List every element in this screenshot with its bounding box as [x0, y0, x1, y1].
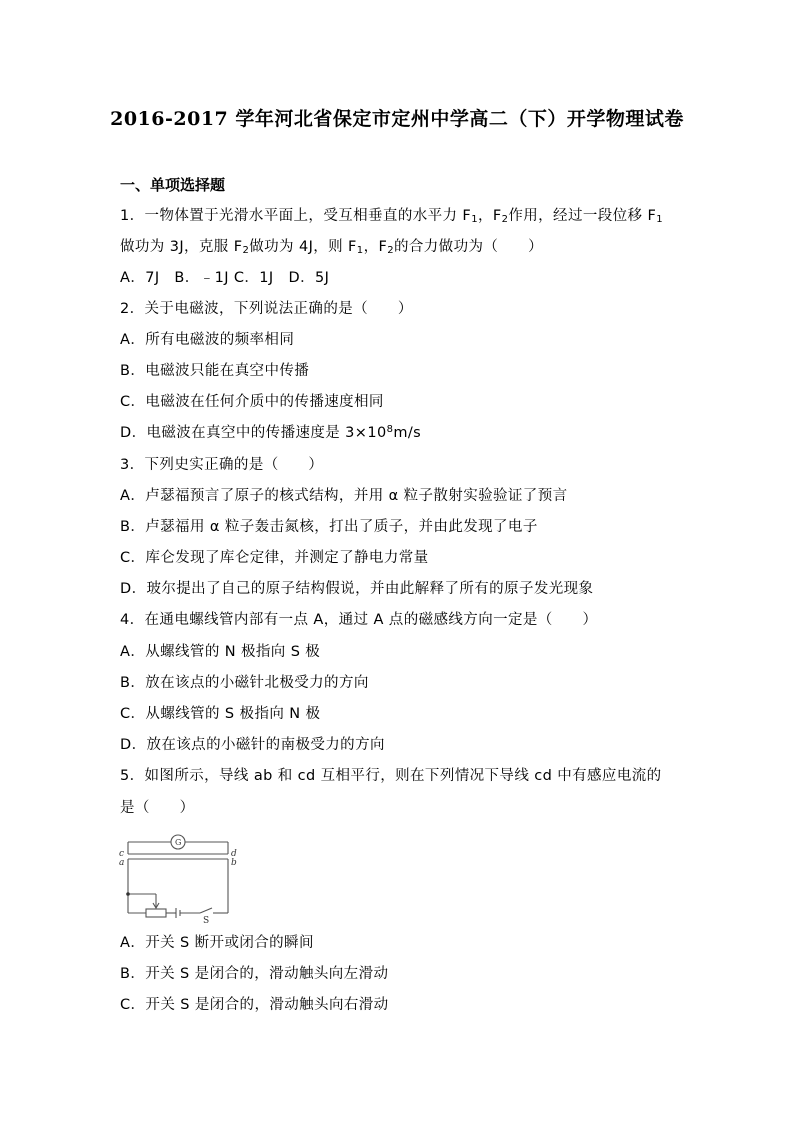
q3-option-d: D．玻尔提出了自己的原子结构假说，并由此解释了所有的原子发光现象 — [120, 581, 594, 597]
page-title: 2016-2017 学年河北省保定市定州中学高二（下）开学物理试卷 — [110, 108, 684, 130]
q4-option-a: A．从螺线管的 N 极指向 S 极 — [120, 644, 321, 660]
label-d: d — [231, 849, 237, 859]
q5-option-b: B．开关 S 是闭合的，滑动触头向左滑动 — [120, 966, 389, 982]
q1-options: A．7J B．﹣1J C．1J D．5J — [120, 270, 330, 286]
q3-option-c: C．库仑发现了库仑定律，并测定了静电力常量 — [120, 550, 429, 566]
q3-stem: 3．下列史实正确的是（ ） — [120, 457, 324, 473]
q4-option-c: C．从螺线管的 S 极指向 N 极 — [120, 706, 321, 722]
q5-option-c: C．开关 S 是闭合的，滑动触头向右滑动 — [120, 997, 389, 1013]
q4-option-d: D．放在该点的小磁针的南极受力的方向 — [120, 737, 385, 753]
q3-option-b: B．卢瑟福用 α 粒子轰击氮核，打出了质子，并由此发现了电子 — [120, 519, 538, 535]
q2-option-b: B．电磁波只能在真空中传播 — [120, 363, 310, 379]
q2-option-c: C．电磁波在任何介质中的传播速度相同 — [120, 394, 384, 410]
q4-option-b: B．放在该点的小磁针北极受力的方向 — [120, 675, 369, 691]
circuit-diagram — [118, 828, 238, 924]
switch-symbol — [200, 908, 212, 913]
label-a: a — [119, 858, 125, 868]
rheostat-symbol — [146, 909, 166, 917]
label-g: G — [175, 838, 182, 847]
q5-option-a: A．开关 S 断开或闭合的瞬间 — [120, 935, 314, 951]
section-heading: 一、单项选择题 — [120, 176, 226, 194]
q2-option-d: D．电磁波在真空中的传播速度是 $3\times 10^8m/s$ — [120, 424, 422, 441]
label-s: S — [203, 916, 210, 924]
label-c: c — [119, 849, 125, 859]
q2-stem: 2．关于电磁波，下列说法正确的是（ ） — [120, 301, 413, 317]
circuit-figure — [118, 828, 238, 924]
q2-option-a: A．所有电磁波的频率相同 — [120, 332, 295, 348]
q1-stem-line2: 做功为 3J，克服 $F_2$做功为 4J，则 $F_1$，$F_2$的合力做功为（ ） — [120, 239, 543, 256]
label-b: b — [231, 858, 237, 868]
q5-stem-line2: 是（ ） — [120, 800, 195, 816]
q5-stem-line1: 5．如图所示，导线 ab 和 cd 互相平行，则在下列情况下导线 cd 中有感应电流的 — [120, 768, 662, 784]
q4-stem: 4．在通电螺线管内部有一点 A，通过 A 点的磁感线方向一定是（ ） — [120, 612, 598, 628]
q3-option-a: A．卢瑟福预言了原子的核式结构，并用 α 粒子散射实验验证了预言 — [120, 488, 568, 504]
q1-stem-line1: 1．一物体置于光滑水平面上，受互相垂直的水平力 $F_1$，$F_2$作用，经过一段位移 $F_1$ — [120, 208, 663, 225]
